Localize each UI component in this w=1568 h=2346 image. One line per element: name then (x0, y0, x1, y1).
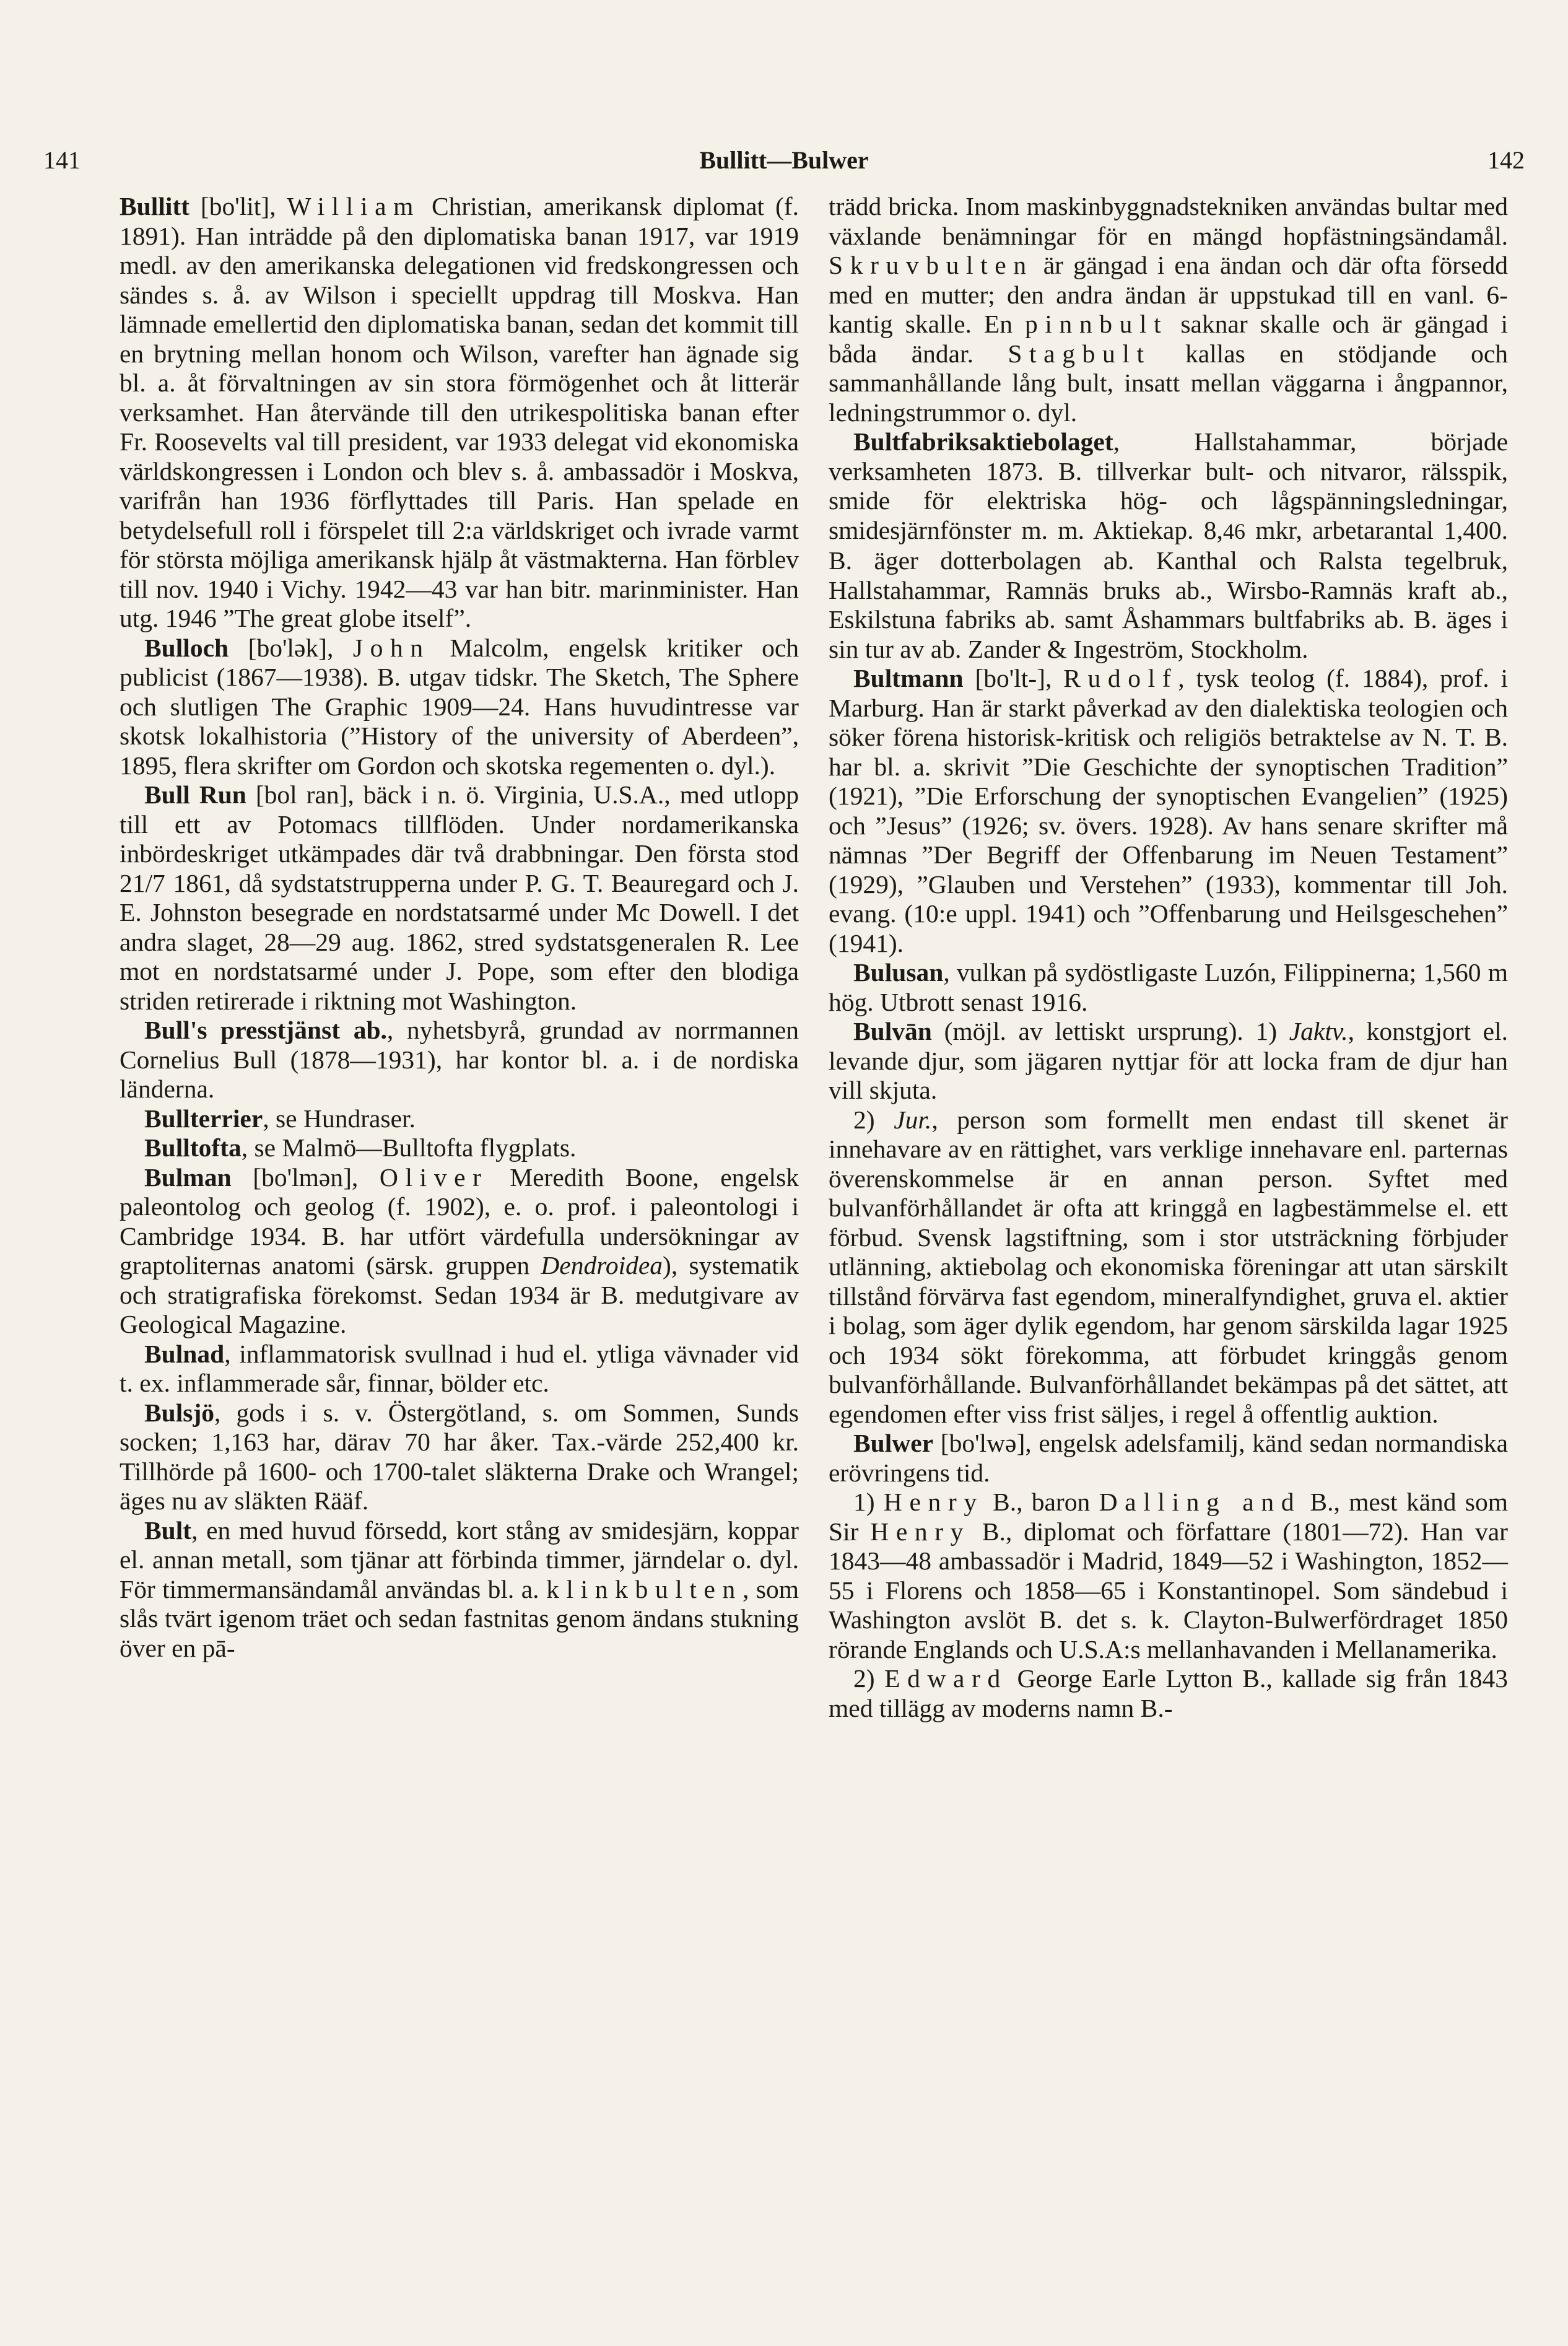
headword: Bullitt (120, 192, 189, 220)
entry-bult-continued: trädd bricka. Inom maskinbyggnadstekniken användas bultar med växlande benämningar för en mängd hopfästningsändamål. Skruvbulten är gängad i ena ändan och där ofta försedd med en mutter; den andra ändan är uppstukad till en vanl. 6-kantig skalle. En pinnbult saknar skalle och är gängad i båda ändar. Stagbult kallas en stödjande och sammanhållande lång bult, insatt mellan väggarna i ångpannor, ledningstrummor o. dyl. (829, 192, 1508, 427)
headword: Bult (144, 1515, 192, 1545)
headword: Bultmann (853, 664, 964, 692)
entry-bulls-presstjanst: Bull's presstjänst ab., nyhetsbyrå, grundad av norrmannen Cornelius Bull (1878—1931), har kontor bl. a. i de nordiska länderna. (120, 1016, 799, 1103)
headword: Bulusan (853, 958, 944, 987)
headword: Bull's presstjänst ab. (144, 1016, 387, 1044)
headword: Bull Run (144, 780, 246, 809)
running-title: Bullitt—Bulwer (699, 146, 869, 174)
entry-bullterrier: Bullterrier, se Hundraser. (144, 1104, 416, 1133)
headword: Bulvān (853, 1017, 932, 1045)
entry-bulvan-2: 2) Jur., person som formellt men endast till skenet är innehavare av en rättighet, vars verklige innehavare enl. parternas överenskommelse är en annan person. Syftet med bulvanförhållandet är ofta att kringgå en lagbestämmelse el. ett förbud. Svensk lagstiftning, som i stor utsträckning förbjuder utlänning, aktiebolag och ekonomiska föreningar att utan särskilt tillstånd förvärva fast egendom, mineralfyndighet, gruva el. aktier i bolag, som äger dylik egendom, har genom särskilda lagar 1925 och 1934 sökt förekomma, att förbudet kringgås genom bulvanförhållande. Bulvanförhållandet bekämpas på det sättet, att egendomen efter viss frist säljes, i regel å offentlig auktion. (829, 1105, 1508, 1428)
left-column (120, 192, 799, 1663)
entry-bulsjo: Bulsjö, gods i s. v. Östergötland, s. om Sommen, Sunds socken; 1,163 har, därav 70 har åker. Tax.-värde 252,400 kr. Tillhörde på 1600- och 1700-talet släkterna Drake och Wrangel; äges nu av släkten Rääf. (120, 1398, 799, 1515)
headword: Bulwer (853, 1429, 934, 1457)
entry-bulwer-2: 2) Edward George Earle Lytton B., kallade sig från 1843 med tillägg av moderns namn B.- (829, 1664, 1509, 1722)
headword: Bulloch (144, 633, 229, 662)
page-number-left: 141 (43, 146, 81, 174)
headword: Bulman (144, 1162, 232, 1192)
entry-bulltofta: Bulltofta, se Malmö—Bulltofta flygplats. (144, 1133, 577, 1162)
entry-bulvan: Bulvān (möjl. av lettiskt ursprung). 1) Jaktv., konstgjort el. levande djur, som jägaren nyttjar för att locka fram de djur han vill skjuta. (829, 1017, 1509, 1104)
headword: Bulltofta (144, 1133, 242, 1162)
entry-bultmann: Bultmann [bo'lt-], Rudolf, tysk teolog (f. 1884), prof. i Marburg. Han är starkt påverkad av den dialektiska teologien och söker förena historisk-kritisk och religiös betraktelse av N. T. B. har bl. a. skrivit ”Die Geschichte der synoptischen Tradition” (1921), ”Die Erforschung der synoptischen Evangelien” (1925) och ”Jesus” (1926; sv. övers. 1928). Av hans senare skrifter må nämnas ”Der Begriff der Offenbarung im Neuen Testament” (1929), ”Glauben und Verstehen” (1933), kommentar till Joh. evang. (10:e uppl. 1941) och ”Offenbarung und Heilsgeschehen” (1941). (829, 664, 1508, 957)
entry-bulnad: Bulnad, inflammatorisk svullnad i hud el. ytliga vävnader vid t. ex. inflammerade sår, finnar, bölder etc. (120, 1339, 799, 1397)
page-header (43, 146, 1525, 183)
headword: Bulsjö (144, 1398, 215, 1427)
headword: Bulnad (144, 1339, 225, 1368)
entry-bulusan: Bulusan, vulkan på sydöstligaste Luzón, Filippinerna; 1,560 m hög. Utbrott senast 1916. (829, 958, 1508, 1016)
headword: Bullterrier (144, 1104, 263, 1133)
entry-bult: Bult, en med huvud försedd, kort stång av smidesjärn, koppar el. annan metall, som tjänar att förbinda timmer, järndelar o. dyl. För timmermansändamål användas bl. a. klinkbulten, som slås tvärt igenom träet och sedan fastnitas genom ändans stukning över en pā- (120, 1515, 799, 1662)
entry-bulwer-1: 1) Henry B., baron Dalling and B., mest känd som Sir Henry B., diplomat och författare (1801—72). Han var 1843—48 ambassadör i Madrid, 1849—52 i Washington, 1852—55 i Florens och 1858—65 i Konstantinopel. Som sändebud i Washington avslöt B. det s. k. Clayton-Bulwerfördraget 1850 rörande Englands och U.S.A:s mellanhavanden i Mellanamerika. (829, 1488, 1508, 1664)
entry-bultfabriksaktiebolaget: Bultfabriksaktiebolaget, Hallstahammar, började verksamheten 1873. B. tillverkar bult- och nitvaror, rälsspik, smide för elektriska hög- och lågspänningsledningar, smidesjärnfönster m. m. Aktiekap. 8,46 mkr, arbetarantal 1,400. B. äger dotterbolagen ab. Kanthal och Ralsta tegelbruk, Hallstahammar, Ramnäs bruks ab., Wirsbo-Ramnäs kraft ab., Eskilstuna fabriks ab. samt Åshammars bultfabriks ab. B. äges i sin tur av ab. Zander & Ingeström, Stockholm. (829, 427, 1508, 663)
entry-bull-run: Bull Run [bol ran], bäck i n. ö. Virginia, U.S.A., med utlopp till ett av Potomacs tillflöden. Under nordamerikanska inbördeskriget utkämpades där två drabbningar. Den första stod 21/7 1861, då sydstatstrupperna under P. G. T. Beauregard och J. E. Johnston besegrade en nordstatsarmé under Mc Dowell. I det andra slaget, 28—29 aug. 1862, stred sydstatsgeneralen R. Lee mot en nordstatsarmé under J. Pope, som efter den blodiga striden retirerade i riktning mot Washington. (120, 780, 799, 1015)
entry-bullitt: Bullitt [bo'lit], William Christian, amerikansk diplomat (f. 1891). Han inträdde på den diplomatiska banan 1917, var 1919 medl. av den amerikanska delegationen vid fredskongressen och sändes s. å. av Wilson i speciellt uppdrag till Moskva. Han lämnade emellertid den diplomatiska banan, sedan det kommit till en brytning mellan honom och Wilson, varefter han ägnade sig bl. a. åt förvaltningen av sin stora förmögenhet och åt litterär verksamhet. Han återvände till den utrikespolitiska banan efter Fr. Roosevelts val till president, var 1933 delegat vid ekonomiska världskongressen i London och blev s. å. ambassadör i Moskva, varifrån han 1936 förflyttades till Paris. Han spelade en betydelsefull roll i förspelet till 2:a världskriget och ivrade varmt för största möjliga amerikansk hjälp åt västmakterna. Han förblev till nov. 1940 i Vichy. 1942—43 var han bitr. marinminister. Han utg. 1946 ”The great globe itself”. (120, 192, 799, 632)
right-column (829, 192, 1508, 1723)
entry-bulman: Bulman [bo'lmən], Oliver Meredith Boone, engelsk paleontolog och geolog (f. 1902), e. o. prof. i paleontologi i Cambridge 1934. B. har utfört värdefulla undersökningar av graptoliternas anatomi (särsk. gruppen Dendroidea), systematik och stratigrafiska förekomst. Sedan 1934 är B. medutgivare av Geological Magazine. (120, 1162, 799, 1338)
entry-bulloch: Bulloch [bo'lək], John Malcolm, engelsk kritiker och publicist (1867—1938). B. utgav tidskr. The Sketch, The Sphere och slutligen The Graphic 1909—24. Hans huvudintresse var skotsk lokalhistoria (”History of the university of Aberdeen”, 1895, flera skrifter om Gordon och skotska regementen o. dyl.). (120, 633, 799, 780)
entry-bulwer: Bulwer [bo'lwə], engelsk adelsfamilj, känd sedan normandiska erövringens tid. (829, 1429, 1508, 1487)
page-number-right: 142 (1487, 146, 1525, 174)
headword: Bultfabriksaktiebolaget (853, 427, 1113, 456)
